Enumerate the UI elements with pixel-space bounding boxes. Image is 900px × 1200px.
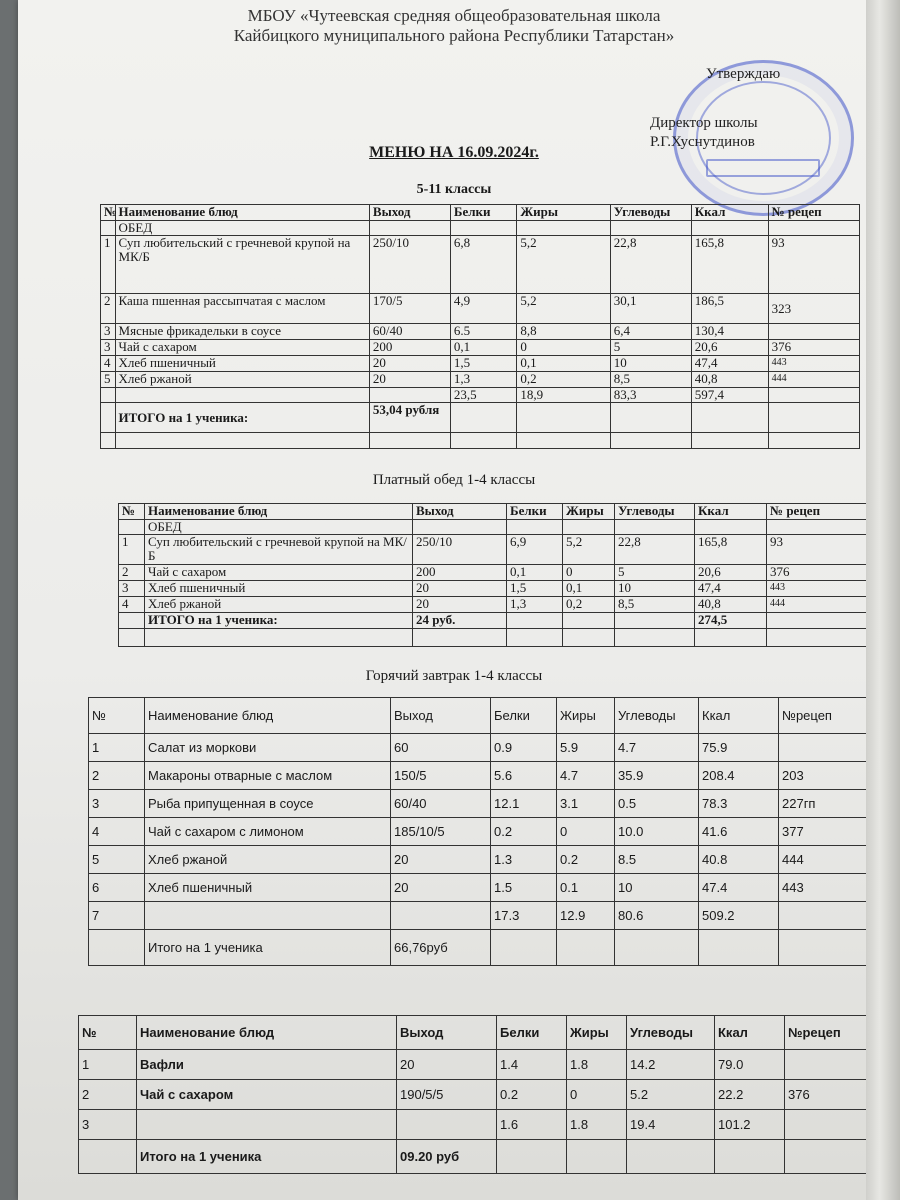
total-price: 66,76руб xyxy=(391,930,491,966)
col-header: Ккал xyxy=(695,504,767,520)
section-label: ОБЕД xyxy=(145,520,413,535)
col-header: Выход xyxy=(369,205,450,221)
table-row: 1 Суп любительский с гречневой крупой на МК/Б 250/10 6,9 5,2 22,8 165,8 93 xyxy=(119,535,869,565)
table-row: 2 Каша пшенная рассыпчатая с маслом 170/5 4,9 5,2 30,1 186,5 323 xyxy=(101,294,860,324)
table-row-total xyxy=(79,1140,884,1174)
table-row: 6 Хлеб пшеничный 20 1.5 0.1 10 47.4 443 xyxy=(89,874,889,902)
menu-table-5-11 xyxy=(100,204,860,449)
col-header: Белки xyxy=(497,1016,567,1050)
dish-name: Макароны отварные с маслом xyxy=(145,762,391,790)
dish-name: Суп любительский с гречневой крупой на МК/Б xyxy=(115,236,369,294)
dish-name: Чай с сахаром с лимоном xyxy=(145,818,391,846)
menu-table-hot-breakfast xyxy=(88,697,889,966)
col-header: Выход xyxy=(413,504,507,520)
table1-header-row xyxy=(101,205,860,221)
table-row: 4 Хлеб ржаной 20 1,3 0,2 8,5 40,8 444 xyxy=(119,597,869,613)
table3-header-row xyxy=(89,698,889,734)
col-header: Наименование блюд xyxy=(137,1016,397,1050)
col-header: Жиры xyxy=(557,698,615,734)
col-header: №рецеп xyxy=(779,698,889,734)
dish-name: Чай с сахаром xyxy=(145,565,413,581)
table-row-sum: 23,5 18,9 83,3 597,4 xyxy=(101,388,860,403)
table-row xyxy=(101,433,860,449)
table-row: 1 Салат из моркови 60 0.9 5.9 4.7 75.9 xyxy=(89,734,889,762)
table-row: 2 Чай с сахаром 200 0,1 0 5 20,6 376 xyxy=(119,565,869,581)
table-row: 5 Хлеб ржаной 20 1,3 0,2 8,5 40,8 444 xyxy=(101,372,860,388)
approval-director: Директор школы xyxy=(650,115,758,131)
dish-name: Мясные фрикадельки в соусе xyxy=(115,324,369,340)
col-header: № xyxy=(101,205,116,221)
total-price: 09.20 руб xyxy=(397,1140,497,1174)
table-row xyxy=(119,520,869,535)
col-header: Жиры xyxy=(563,504,615,520)
col-header: Углеводы xyxy=(615,698,699,734)
col-header: № рецеп xyxy=(768,205,859,221)
dish-name: Хлеб ржаной xyxy=(115,372,369,388)
total-label: ИТОГО на 1 ученика: xyxy=(115,403,369,433)
dish-name: Рыба припущенная в соусе xyxy=(145,790,391,818)
table-row-sum: 7 17.3 12.9 80.6 509.2 xyxy=(89,902,889,930)
approval-name: Р.Г.Хуснутдинов xyxy=(650,134,755,150)
col-header: № xyxy=(79,1016,137,1050)
total-kcal: 274,5 xyxy=(695,613,767,629)
col-header: Белки xyxy=(450,205,516,221)
table-row: 3 Мясные фрикадельки в соусе 60/40 6.5 8,8 6,4 130,4 xyxy=(101,324,860,340)
total-label: Итого на 1 ученика xyxy=(145,930,391,966)
col-header: Ккал xyxy=(691,205,768,221)
table-row: 2 Чай с сахаром 190/5/5 0.2 0 5.2 22.2 376 xyxy=(79,1080,884,1110)
table-row: 2 Макароны отварные с маслом 150/5 5.6 4.7 35.9 208.4 203 xyxy=(89,762,889,790)
section-label: ОБЕД xyxy=(115,221,369,236)
table2-caption: Платный обед 1-4 классы xyxy=(372,472,536,488)
col-header: Углеводы xyxy=(627,1016,715,1050)
school-name-line2: Кайбицкого муниципального района Республики Татарстан» xyxy=(233,26,675,45)
table-row: 5 Хлеб ржаной 20 1.3 0.2 8.5 40.8 444 xyxy=(89,846,889,874)
total-label: ИТОГО на 1 ученика: xyxy=(145,613,413,629)
table-row: 3 Хлеб пшеничный 20 1,5 0,1 10 47,4 443 xyxy=(119,581,869,597)
col-header: Белки xyxy=(491,698,557,734)
total-price: 24 руб. xyxy=(413,613,507,629)
table3-caption: Горячий завтрак 1-4 классы xyxy=(365,668,543,684)
table-row xyxy=(101,221,860,236)
table-row-total xyxy=(89,930,889,966)
dish-name: Хлеб пшеничный xyxy=(145,581,413,597)
col-header: Наименование блюд xyxy=(145,698,391,734)
col-header: № xyxy=(89,698,145,734)
table-row: 4 Чай с сахаром с лимоном 185/10/5 0.2 0 10.0 41.6 377 xyxy=(89,818,889,846)
col-header: Белки xyxy=(507,504,563,520)
table-row-sum: 3 1.6 1.8 19.4 101.2 xyxy=(79,1110,884,1140)
dish-name: Вафли xyxy=(137,1050,397,1080)
dish-name: Хлеб ржаной xyxy=(145,597,413,613)
table-row: 1 Вафли 20 1.4 1.8 14.2 79.0 xyxy=(79,1050,884,1080)
dish-name: Салат из моркови xyxy=(145,734,391,762)
dish-name: Чай с сахаром xyxy=(137,1080,397,1110)
dish-name: Хлеб ржаной xyxy=(145,846,391,874)
table1-caption: 5-11 классы xyxy=(416,182,492,197)
col-header: Углеводы xyxy=(615,504,695,520)
menu-table-snack xyxy=(78,1015,884,1174)
total-label: Итого на 1 ученика xyxy=(137,1140,397,1174)
total-price: 53,04 рубля xyxy=(369,403,450,433)
table4-header-row xyxy=(79,1016,884,1050)
col-header: № xyxy=(119,504,145,520)
school-name-line1: МБОУ «Чутеевская средняя общеобразовательная школа xyxy=(247,6,661,25)
dish-name: Чай с сахаром xyxy=(115,340,369,356)
col-header: № рецеп xyxy=(767,504,869,520)
menu-table-paid-lunch xyxy=(118,503,869,647)
paper-edge xyxy=(866,0,900,1200)
dish-name: Суп любительский с гречневой крупой на МК/Б xyxy=(145,535,413,565)
table-row: 3 Рыба припущенная в соусе 60/40 12.1 3.1 0.5 78.3 227гп xyxy=(89,790,889,818)
col-header: Жиры xyxy=(517,205,610,221)
col-header: Выход xyxy=(397,1016,497,1050)
col-header: Наименование блюд xyxy=(115,205,369,221)
dish-name: Хлеб пшеничный xyxy=(115,356,369,372)
col-header: №рецеп xyxy=(785,1016,884,1050)
table-row: 3 Чай с сахаром 200 0,1 0 5 20,6 376 xyxy=(101,340,860,356)
document-page xyxy=(18,0,890,1200)
dish-name: Хлеб пшеничный xyxy=(145,874,391,902)
table-row xyxy=(119,629,869,647)
table-row: 1 Суп любительский с гречневой крупой на МК/Б 250/10 6,8 5,2 22,8 165,8 93 xyxy=(101,236,860,294)
col-header: Ккал xyxy=(699,698,779,734)
table-row: 4 Хлеб пшеничный 20 1,5 0,1 10 47,4 443 xyxy=(101,356,860,372)
col-header: Выход xyxy=(391,698,491,734)
menu-title: МЕНЮ НА 16.09.2024г. xyxy=(369,144,539,161)
col-header: Углеводы xyxy=(610,205,691,221)
col-header: Наименование блюд xyxy=(145,504,413,520)
table-row-total xyxy=(101,403,860,433)
dish-name: Каша пшенная рассыпчатая с маслом xyxy=(115,294,369,324)
col-header: Ккал xyxy=(715,1016,785,1050)
table2-header-row xyxy=(119,504,869,520)
table-row-total xyxy=(119,613,869,629)
col-header: Жиры xyxy=(567,1016,627,1050)
approval-label: Утверждаю xyxy=(706,66,781,82)
